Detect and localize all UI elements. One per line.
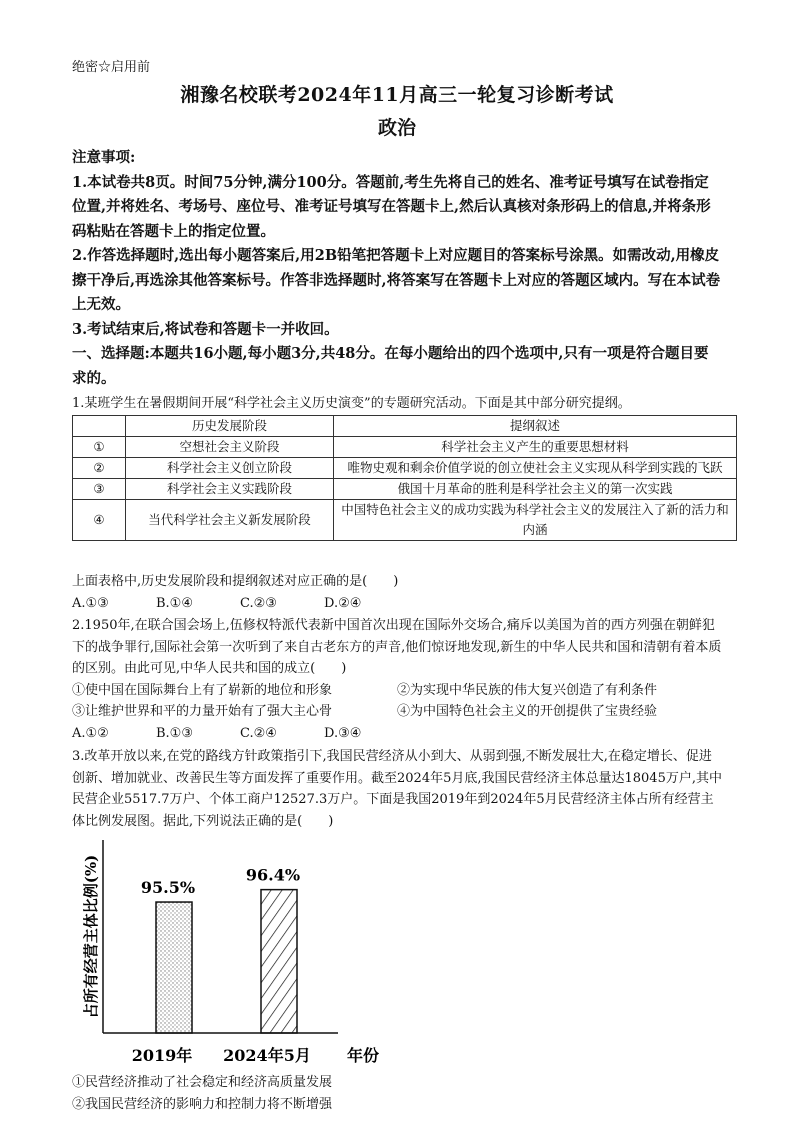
bar-data-label: 96.4% — [245, 865, 301, 885]
question-3-text: 3.改革开放以来,在党的路线方针政策指引下,我国民营经济从小到大、从弱到强,不断发展壮大,在稳定增长、促进创新、增加就业、改善民生等方面发挥了重要作用。截至2024年5月底,我国民营经济主体总量达18045万户,其中民营企业5517.7万户、个体工商户12527.3万户。下面是我国2019年到2024年5月民营经济主体占所有经营主体比例发展图。据此,下列说法正确的是( ) — [72, 749, 722, 829]
bar-chart — [60, 830, 400, 1072]
x-tick-label: 2019年 — [131, 1046, 193, 1065]
table-row — [73, 458, 737, 479]
x-tick-label: 2024年5月 — [223, 1046, 311, 1065]
statement-item: ①民营经济推动了社会稳定和经济高质量发展 — [72, 1075, 333, 1090]
bar — [261, 890, 297, 1033]
option-b[interactable]: B.①④ — [156, 595, 193, 611]
confidential-mark: 绝密☆启用前 — [72, 60, 151, 75]
statement-item: ②为实现中华民族的伟大复兴创造了有利条件 — [397, 682, 658, 698]
question-2-items-row — [72, 701, 722, 723]
statement-item: ②我国民营经济的影响力和控制力将不断增强 — [72, 1096, 333, 1112]
exam-title: 湘豫名校联考2024年11月高三一轮复习诊断考试 — [180, 84, 614, 106]
row-stage: 当代科学社会主义新发展阶段 — [126, 500, 334, 541]
exam-notes — [72, 146, 722, 391]
outline-table — [72, 415, 737, 541]
x-axis-label: 年份 — [346, 1046, 380, 1065]
table-row — [73, 479, 737, 500]
bar-data-label: 95.5% — [140, 878, 196, 898]
option-a[interactable]: A.①② — [72, 725, 109, 741]
table-header-cell: 历史发展阶段 — [126, 416, 334, 437]
option-a[interactable]: A.①③ — [72, 595, 109, 611]
row-stage: 科学社会主义实践阶段 — [126, 479, 334, 500]
question-2-text: 2.1950年,在联合国会场上,伍修权特派代表新中国首次出现在国际外交场合,痛斥以美国为首的西方列强在朝鲜犯下的战争罪行,国际社会第一次听到了来自古老东方的声音,他们惊讶地发现,新生的中华人民共和国和清朝有着本质的区别。由此可见,中华人民共和国的成立( ) — [72, 618, 722, 676]
question-1-stem — [72, 393, 722, 415]
row-number: ② — [73, 458, 126, 479]
row-description: 中国特色社会主义的成功实践为科学社会主义的发展注入了新的活力和内涵 — [334, 500, 737, 541]
question-3 — [72, 746, 722, 832]
option-c[interactable]: C.②④ — [240, 725, 277, 741]
question-2-items-row — [72, 680, 722, 702]
row-number: ① — [73, 437, 126, 458]
exam-subject: 政治 — [377, 117, 416, 139]
note-item: 3.考试结束后,将试卷和答题卡一并收回。 — [72, 320, 339, 338]
row-stage: 科学社会主义创立阶段 — [126, 458, 334, 479]
y-axis-label: 占所有经营主体比例(%) — [82, 854, 100, 1019]
table-header-row — [73, 416, 737, 437]
table-row — [73, 500, 737, 541]
statement-item: ④为中国特色社会主义的开创提供了宝贵经验 — [397, 704, 658, 719]
option-c[interactable]: C.②③ — [240, 595, 277, 611]
section-instruction: 一、选择题:本题共16小题,每小题3分,共48分。在每小题给出的四个选项中,只有一项是符合题目要求的。 — [72, 345, 709, 387]
question-2-options — [72, 723, 722, 745]
question-1-prompt — [72, 571, 722, 614]
statement-item: ③让维护世界和平的力量开始有了强大主心骨 — [72, 704, 333, 719]
row-description: 俄国十月革命的胜利是科学社会主义的第一次实践 — [334, 479, 737, 500]
statement-item: ①使中国在国际舞台上有了崭新的地位和形象 — [72, 682, 333, 698]
note-item: 1.本试卷共8页。时间75分钟,满分100分。答题前,考生先将自己的姓名、准考证号填写在试卷指定位置,并将姓名、考场号、座位号、准考证号填写在答题卡上,然后认真核对条形码上的信息,并将条形码粘贴在答题卡上的指定位置。 — [72, 173, 711, 240]
table-row — [73, 437, 737, 458]
question-1-options — [72, 593, 722, 615]
row-number: ④ — [73, 500, 126, 541]
question-1-question: 上面表格中,历史发展阶段和提纲叙述对应正确的是( ) — [72, 574, 399, 589]
row-stage: 空想社会主义阶段 — [126, 437, 334, 458]
row-description: 唯物史观和剩余价值学说的创立使社会主义实现从科学到实践的飞跃 — [334, 458, 737, 479]
question-1-text: 1.某班学生在暑假期间开展“科学社会主义历史演变”的专题研究活动。下面是其中部分研究提纲。 — [72, 396, 631, 411]
table-header-cell: 提纲叙述 — [334, 416, 737, 437]
option-d[interactable]: D.②④ — [324, 595, 362, 611]
row-number: ③ — [73, 479, 126, 500]
option-d[interactable]: D.③④ — [324, 725, 362, 741]
question-3-items — [72, 1072, 722, 1115]
question-2 — [72, 615, 722, 744]
option-b[interactable]: B.①③ — [156, 725, 193, 741]
note-item: 2.作答选择题时,选出每小题答案后,用2B铅笔把答题卡上对应题目的答案标号涂黑。如需改动,用橡皮擦干净后,再选涂其他答案标号。作答非选择题时,将答案写在答题卡上对应的答题区域内。写在本试卷上无效。 — [72, 247, 721, 313]
bar — [156, 902, 192, 1033]
row-description: 科学社会主义产生的重要思想材料 — [334, 437, 737, 458]
notes-heading: 注意事项: — [72, 149, 136, 166]
table-header-cell — [73, 416, 126, 437]
